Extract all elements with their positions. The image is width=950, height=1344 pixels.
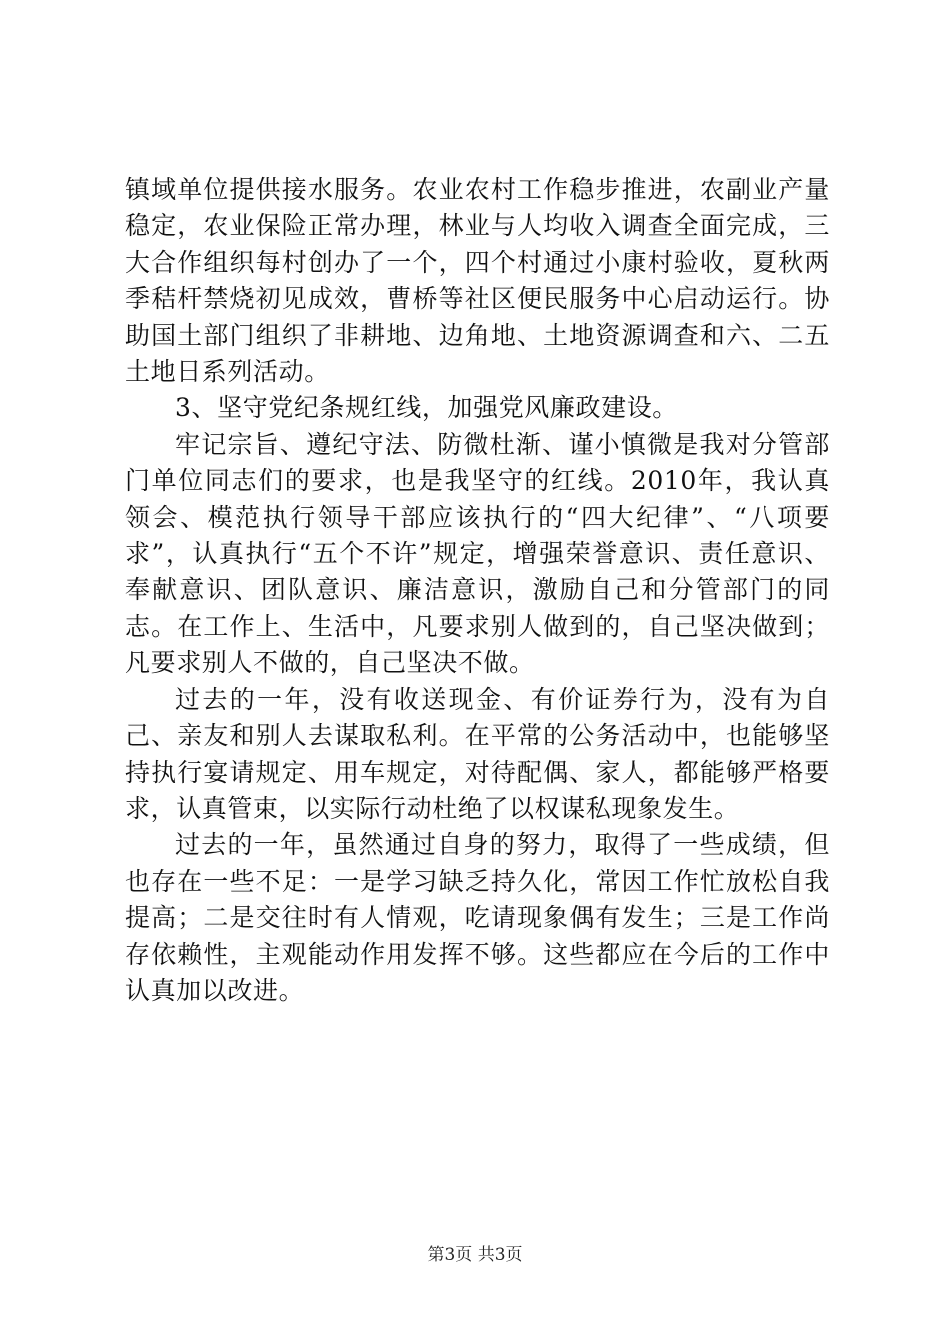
paragraph-continuation: 镇域单位提供接水服务。农业农村工作稳步推进，农副业产量稳定，农业保险正常办理，林业与人均收入调查全面完成，三大合作组织每村创办了一个，四个村通过小康村验收，夏秋两季秸杆禁烧初见成效，曹桥等社区便民服务中心启动运行。协助国土部门组织了非耕地、边角地、土地资源调查和六、二五土地日系列活动。 (125, 175, 830, 387)
paragraph: 过去的一年，没有收送现金、有价证券行为，没有为自己、亲友和别人去谋取私利。在平常的公务活动中，也能够坚持执行宴请规定、用车规定，对待配偶、家人，都能够严格要求，认真管束，以实际行动杜绝了以权谋私现象发生。 (125, 684, 830, 823)
paragraph: 过去的一年，虽然通过自身的努力，取得了一些成绩，但也存在一些不足：一是学习缺乏持久化，常因工作忙放松自我提高；二是交往时有人情观，吃请现象偶有发生；三是工作尚存依赖性，主观能动作用发挥不够。这些都应在今后的工作中认真加以改进。 (125, 830, 830, 1005)
document-body (125, 172, 830, 1009)
page-number-footer: 第3页 共3页 (427, 1245, 523, 1265)
section-heading: 3、坚守党纪条规红线，加强党风廉政建设。 (175, 393, 678, 423)
paragraph: 牢记宗旨、遵纪守法、防微杜渐、谨小慎微是我对分管部门单位同志们的要求，也是我坚守的红线。2010年，我认真领会、模范执行领导干部应该执行的“四大纪律”、“八项要求”，认真执行“五个不许”规定，增强荣誉意识、责任意识、奉献意识、团队意识、廉洁意识，激励自己和分管部门的同志。在工作上、生活中，凡要求别人做到的，自己坚决做到；凡要求别人不做的，自己坚决不做。 (125, 429, 830, 678)
